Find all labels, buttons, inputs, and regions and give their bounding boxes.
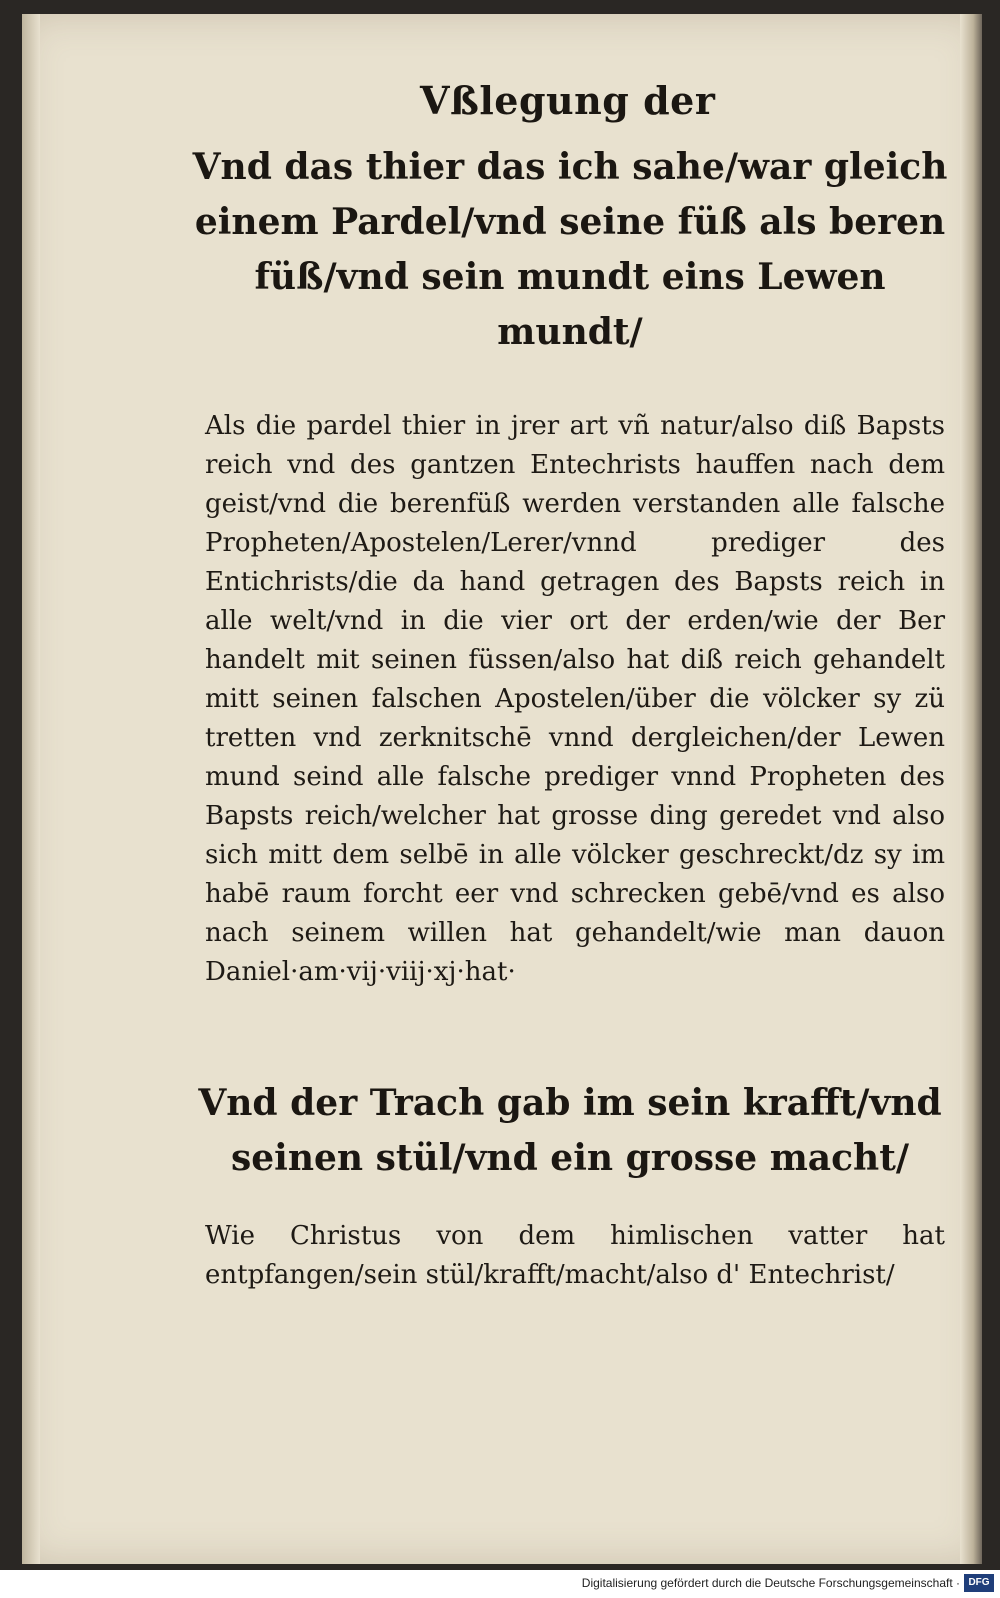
footer-bar [0, 1570, 1000, 1598]
dfg-logo: DFG [964, 1574, 994, 1592]
running-head: Vßlegung der [420, 78, 716, 123]
paragraph-1: Als die pardel thier in jrer art vñ natur/also diß Bapsts reich vnd des gantzen Entechrists hauffen nach dem geist/vnd die berenfüß werden verstanden alle falsche Propheten/Apostelen/Lerer/vnnd prediger des Entichrists/die da hand getragen des Bapsts reich in alle welt/vnd in die vier ort der erden/wie der Ber handelt mit seinen füssen/also hat diß reich gehandelt mitt seinen falschen Apostelen/über die völcker sy zü tretten vnd zerknitschē vnnd dergleichen/der Lewen mund seind alle falsche prediger vnnd Propheten des Bapsts reich/welcher hat grosse ding geredet vnd also sich mitt dem selbē in alle völcker geschreckt/dz sy im habē raum forcht eer vnd schrecken gebē/vnd es also nach seinem willen hat gehandelt/wie man dauon Daniel·am·vij·viij·xj·hat· [205, 411, 945, 987]
page-edge [960, 14, 982, 1564]
page-gutter [22, 14, 40, 1564]
footer-credit: Digitalisierung gefördert durch die Deutsche Forschungsgemeinschaft · [581, 1576, 960, 1590]
paragraph-2: Wie Christus von dem himlischen vatter hat entpfangen/sein stül/krafft/macht/also d' Entechrist/ [205, 1221, 945, 1290]
section-heading-1: Vnd das thier das ich sahe/war gleich einem Pardel/vnd seine füß als beren füß/vnd sein mundt eins Lewen mundt/ [192, 146, 948, 353]
section-heading-2: Vnd der Trach gab im sein krafft/vnd seinen stül/vnd ein grosse macht/ [198, 1082, 942, 1179]
